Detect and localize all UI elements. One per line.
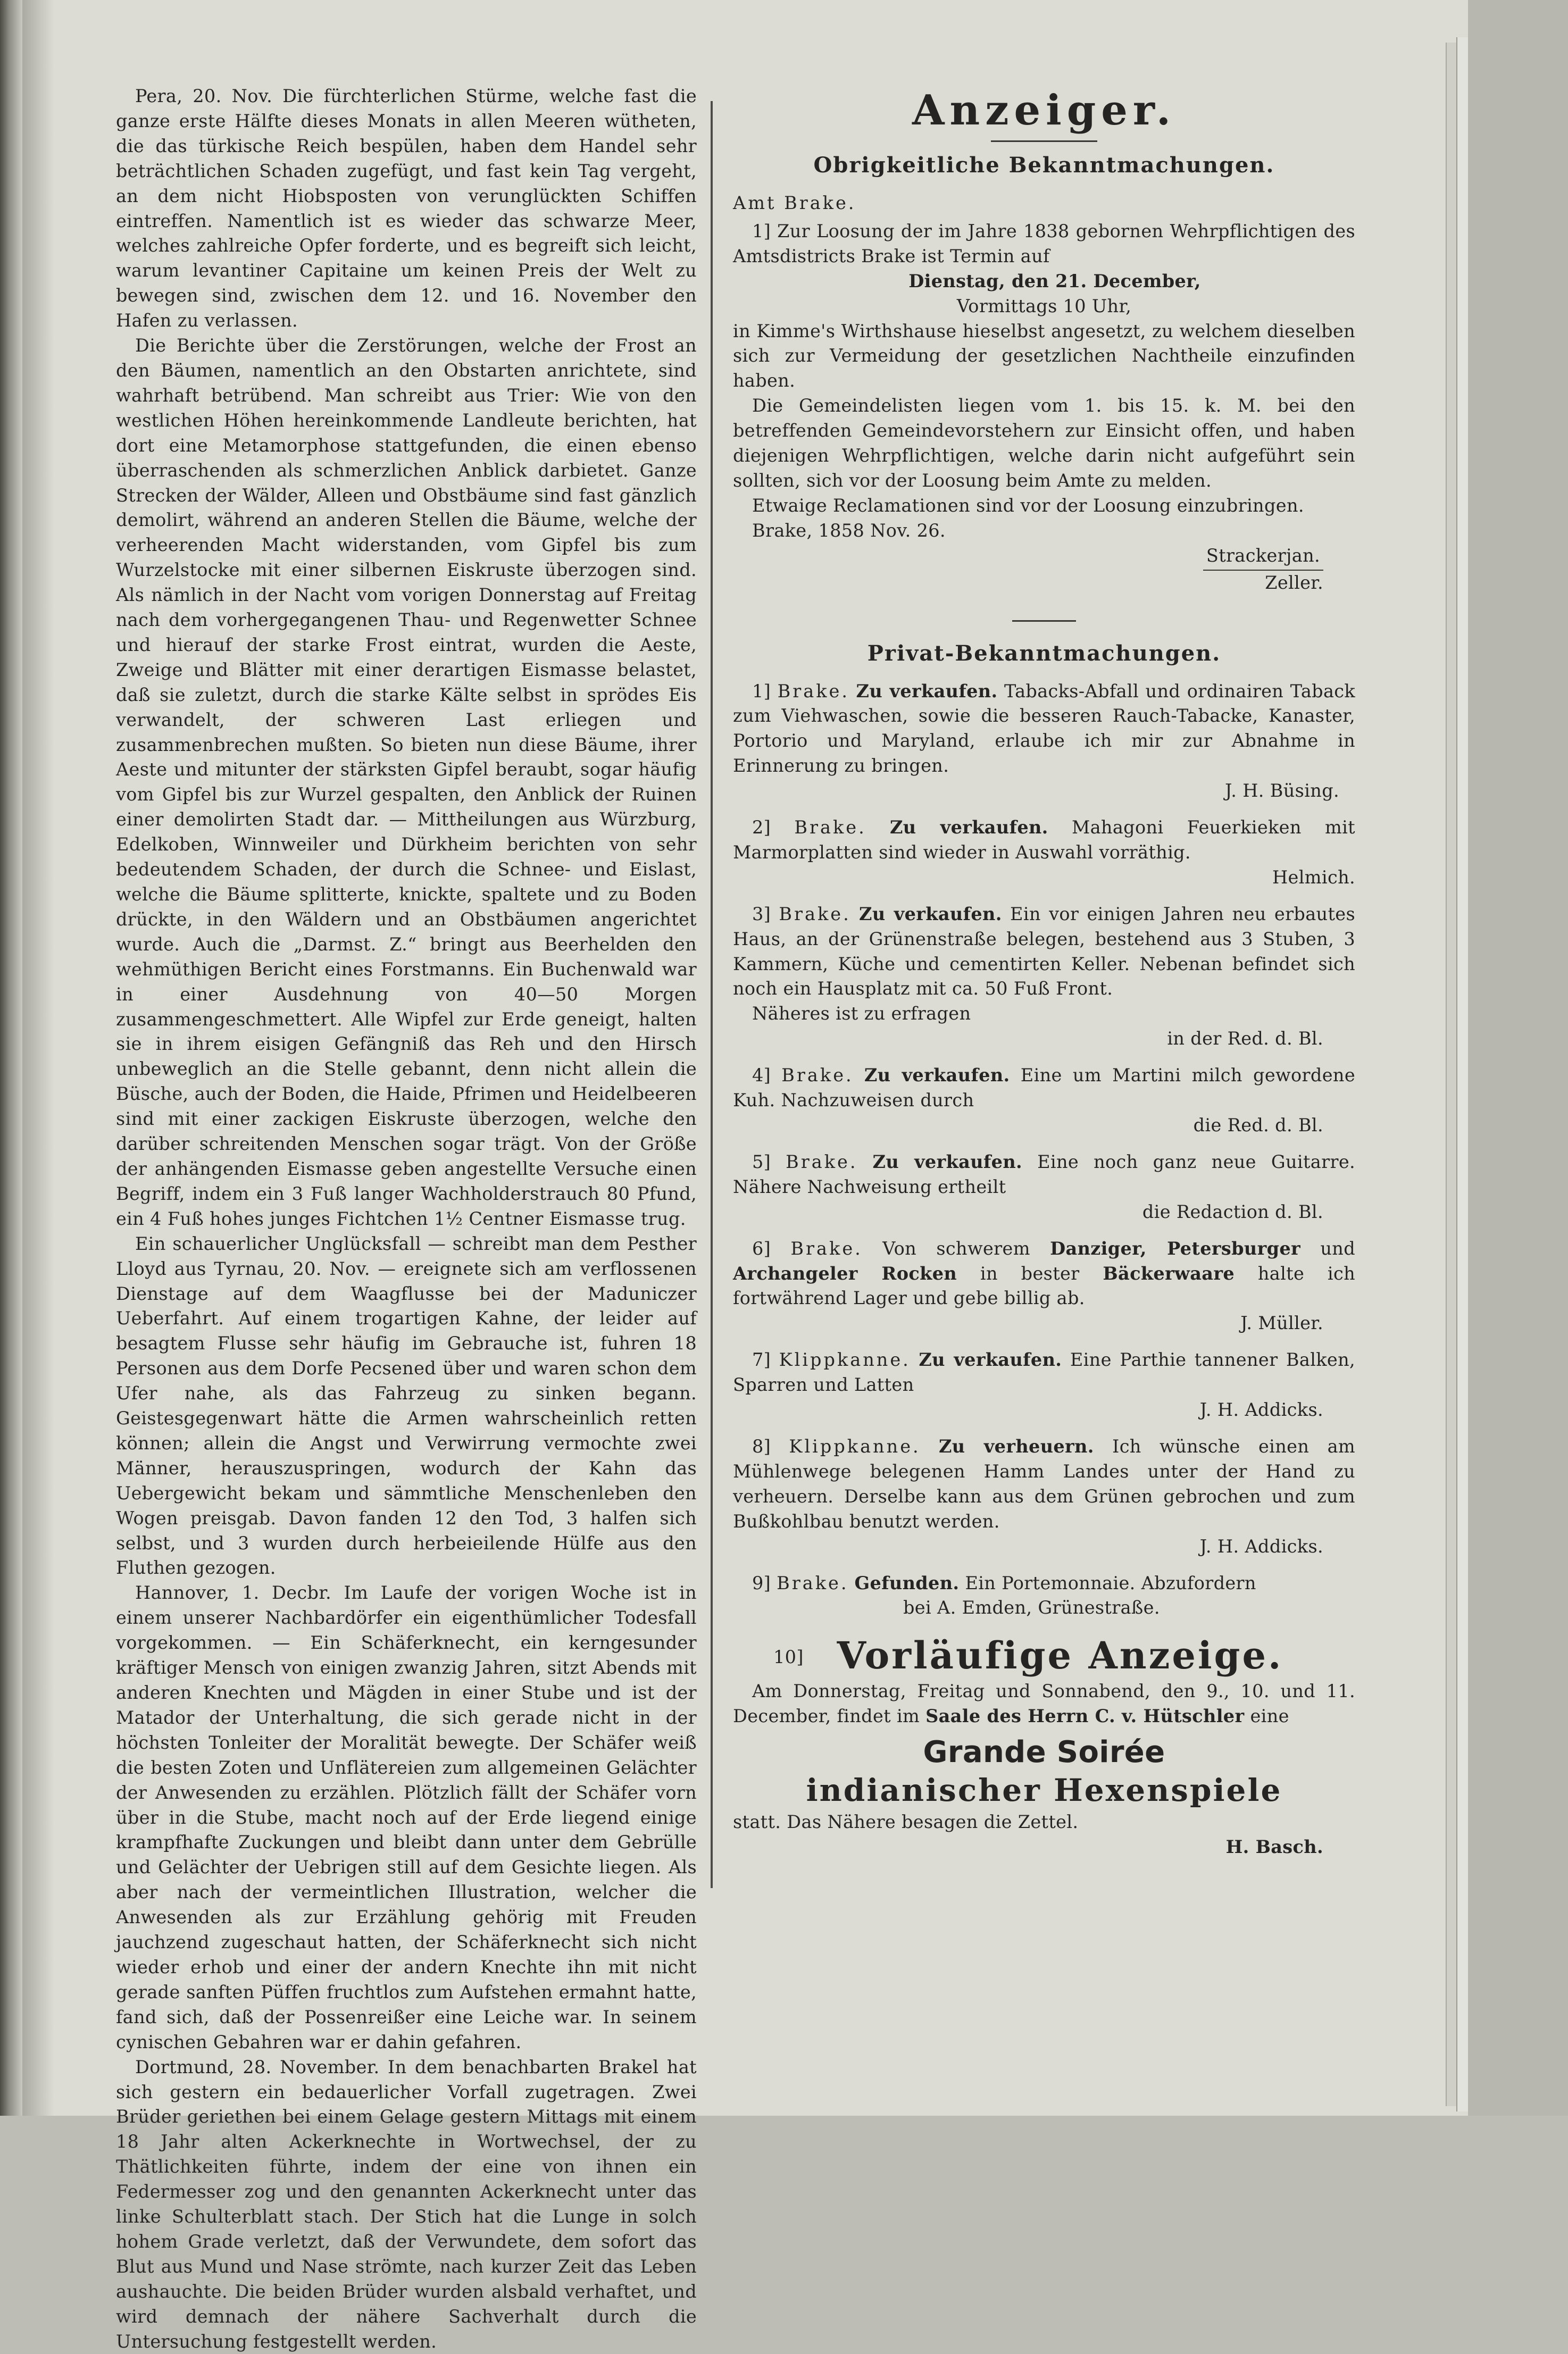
ad-heading: Gefunden. (854, 1572, 960, 1593)
ad-number: 1] (752, 680, 771, 702)
ad-item (733, 1237, 1355, 1312)
signature-name: Strackerjan. (1203, 544, 1323, 571)
ad-heading: Zu verkaufen. (919, 1349, 1062, 1371)
ad-text-part: Am Donnerstag, Freitag und Sonnabend, den 9., 10. und 11. December, findet im (733, 1681, 1355, 1727)
ad-signature: Helmich. (1272, 866, 1355, 888)
ad-place: Brake. (777, 680, 849, 702)
ad-text: Ein Portemonnaie. Abzufordern (965, 1572, 1256, 1593)
ad-heading: Zu verkaufen. (872, 1151, 1023, 1172)
signature (733, 544, 1355, 571)
notice-place-date: Brake, 1858 Nov. 26. (752, 520, 946, 541)
ad-item (733, 1348, 1355, 1398)
ad-heading: Zu verkaufen. (856, 680, 998, 702)
notice-text: 1] Zur Loosung der im Jahre 1838 gebornen Wehrpflichtigen des Amtsdistricts Brake ist Termin auf (733, 220, 1355, 266)
ad-text: Eine um Martini milch gewordene Kuh. Nachzuweisen durch (733, 1065, 1355, 1111)
ad-number: 6] (752, 1238, 771, 1259)
ad-extra: Näheres ist zu erfragen (752, 1003, 971, 1024)
ad-heading: Zu verheuern. (939, 1435, 1094, 1457)
ad-text: Von schwerem (882, 1238, 1030, 1259)
news-item-frost: Die Berichte über die Zerstörungen, welche der Frost an den Bäumen, namentlich an den Obstarten anrichtete, sind wahrhaft betrübend. Man schreibt aus Trier: Wie von den westlichen Höhen hereinkommende Landleute berichten, hat dort eine Metamorphose stattgefunden, die einen ebenso überraschenden als schmerzlichen Anblick darbietet. Ganze Strecken der Wälder, Alleen und Obstbäume sind fast gänzlich demolirt, während an anderen Stellen die Bäume, welche der verheerenden Macht widerstanden, vom Gipfel bis zum Wurzelstocke mit einer silbernen Eiskruste überzogen sind. Als nämlich in der Nacht vom vorigen Donnerstag auf Freitag nach dem vorhergegangenen Thau- und Regenwetter Schnee und hierauf der starke Frost eintrat, wurden die Aeste, Zweige und Blätter mit einer derartigen Eismasse belastet, daß sie zuletzt, durch die starke Kälte selbst in sprödes Eis verwandelt, der schweren Last erliegen und zusammenbrechen mußten. So bieten nun diese Bäume, ihrer Aeste und mitunter der stärksten Gipfel beraubt, sogar häufig vom Gipfel bis zur Wurzel gespalten, den Anblick der Ruinen einer demolirten Stadt dar. — Mittheilungen aus Würzburg, Edelkoben, Winnweiler und Dürkheim berichten von sehr bedeutendem Schaden, der durch die Schnee- und Eislast, welche die Bäume splitterte, knickte, spaltete und zu Boden drückte, in den Wäldern und an Obstbäumen angerichtet wurde. Auch die „Darmst. Z.“ bringt aus Beerhelden den wehmüthigen Bericht eines Forstmanns. Ein Buchenwald war in einer Ausdehnung von 40—50 Morgen zusammengeschmettert. Alle Wipfel zur Erde geneigt, halten sie in ihrem eisigen Gefängniß das Reh und den Hirsch unbeweglich an die Stelle gebannt, denn nicht allein die Büsche, auch der Boden, die Haide, Pfrimen und Heidelbeeren sind mit einer zackigen Eiskruste überzogen, welche den darüber schreitenden Menschen sogar trägt. Von der Größe der anhängenden Eismasse geben angestellte Versuche einen Begriff, indem ein 3 Fuß langer Wachholderstrauch 80 Pfund, ein 4 Fuß hohes junges Fichtchen 1½ Centner Eismasse trug. (116, 335, 697, 1229)
gutter-shadow (22, 0, 54, 2116)
ad-signature: J. H. Addicks. (1199, 1535, 1323, 1557)
column-separator (711, 101, 713, 1888)
ad-text (733, 1679, 1355, 1729)
notice-time: Vormittags 10 Uhr, (956, 295, 1132, 316)
ad-text: statt. Das Nähere besagen die Zettel. (733, 1812, 1079, 1833)
page-edge (1456, 37, 1469, 2111)
ad-number: 8] (752, 1435, 771, 1457)
notice-text: Etwaige Reclamationen sind vor der Loosung einzubringen. (752, 495, 1304, 516)
ad-item (733, 815, 1355, 865)
event-subtitle: indianischer Hexenspiele (806, 1772, 1282, 1809)
ad-signature: J. Müller. (1240, 1313, 1323, 1334)
ad-item-soiree (733, 1632, 1355, 1679)
ad-text: Mahagoni Feuerkieken mit Marmorplatten sind wieder in Auswahl vorräthig. (733, 817, 1355, 863)
section-header: Anzeiger. (912, 86, 1177, 135)
official-notices-title: Obrigkeitliche Bekanntmachungen. (813, 153, 1275, 178)
ad-text: Ich wünsche einen am Mühlenwege belegenen Hamm Landes unter der Hand zu verheuern. Derselbe kann aus dem Grünen gebrochen und zum Bußkohlbau benutzt werden. (733, 1435, 1356, 1532)
ad-signature: die Redaction d. Bl. (1142, 1201, 1323, 1222)
ad-item (733, 1571, 1355, 1596)
news-item-pera: Pera, 20. Nov. Die fürchterlichen Stürme, welche fast die ganze erste Hälfte dieses Monats in allen Meeren wütheten, die das türkische Reich bespülen, haben dem Handel sehr beträchtlichen Schaden zugefügt, und fast kein Tag vergeht, an dem nicht Hiobsposten von verunglückten Schiffen eintreffen. Namentlich ist es wieder das schwarze Meer, welches zahlreiche Opfer forderte, und es begreift sich leicht, warum levantiner Capitaine um keinen Preis der Welt zu bewegen sind, zwischen dem 12. und 16. November den Hafen zu verlassen. (116, 86, 697, 331)
ad-highlight: Archangeler Rocken (733, 1263, 957, 1284)
notice-date-line: Dienstag, den 21. December, (908, 270, 1201, 291)
ad-place: Brake. (790, 1238, 863, 1259)
binding-gutter (0, 0, 22, 2116)
ad-heading: Zu verkaufen. (889, 817, 1048, 838)
ad-signature: in der Red. d. Bl. (1167, 1028, 1323, 1049)
ad-place: Klippkanne. (779, 1349, 911, 1371)
ad-number: 9] (752, 1572, 771, 1593)
ad-number: 3] (752, 903, 771, 924)
ad-number: 4] (752, 1065, 771, 1086)
ad-place: Brake. (779, 903, 851, 924)
page-edge (1446, 43, 1457, 2106)
notice-text: Die Gemeindelisten liegen vom 1. bis 15. k. M. bei den betreffenden Gemeindevorstehern zur Einsicht offen, und haben diejenigen Wehrpflichtigen, welche darin nicht aufgeführt sein sollten, sich vor der Loosung beim Amte zu melden. (733, 395, 1355, 491)
book-cover-edge (1468, 0, 1568, 2116)
ad-text: Eine noch ganz neue Guitarre. Nähere Nachweisung ertheilt (733, 1151, 1356, 1197)
authority: Amt Brake. (733, 193, 856, 213)
ad-number: 7] (752, 1349, 771, 1371)
ad-number: 2] (752, 817, 771, 838)
ad-place: Klippkanne. (789, 1435, 921, 1457)
news-item-hannover: Hannover, 1. Decbr. Im Laufe der vorigen Woche ist in einem unserer Nachbardörfer ein eigenthümlicher Todesfall vorgekommen. — Ein Schäferknecht, ein kerngesunder kräftiger Mensch von einigen zwanzig Jahren, sitzt Abends mit anderen Knechten und Mägden in einer Stube und ist der Matador der Unterhaltung, die sich gerade nicht in der höchsten Tonleiter der Moralität bewegte. Der Schäfer weiß die besten Zoten und Unflätereien zum allgemeinen Gelächter der Anwesenden zu erzählen. Plötzlich fällt der Schäfer vorn über in die Stube, macht noch auf der Erde liegend einige krampfhafte Zuckungen und bleibt dann unter dem Gebrülle und Gelächter der Uebrigen still auf dem Gesichte liegen. Als aber nach der vermeintlichen Illustration, welcher die Anwesenden als zur Erzählung gehörig mit Freuden jauchzend zugeschaut hatten, der Schäferknecht sich nicht wieder erhob und einer der andern Knechte ihn mit nicht gerade sanften Püffen fruchtlos zum Aufstehen ermahnt hatte, fand sich, daß der Possenreißer eine Leiche war. In seinem cynischen Gebahren war er dahin gefahren. (116, 1582, 697, 2052)
ad-title: Vorläufige Anzeige. (837, 1633, 1283, 1678)
ad-signature: J. H. Addicks. (1199, 1399, 1323, 1421)
ad-text: Ein vor einigen Jahren neu erbautes Haus, an der Grünenstraße belegen, bestehend aus 3 Stuben, 3 Kammern, Küche und cementirten Keller. Nebenan befindet sich noch ein Hausplatz mit ca. 50 Fuß Front. (733, 903, 1356, 999)
ad-text-part: eine (1250, 1706, 1289, 1727)
ad-text: Tabacks-Abfall und ordinairen Taback zum Viehwaschen, sowie die besseren Rauch-Tabacke, Kanaster, Portorio und Maryland, erlaube ich mir zur Abnahme in Erinnerung zu bringen. (733, 680, 1356, 777)
header-rule (991, 140, 1097, 142)
news-item-dortmund: Dortmund, 28. November. In dem benachbarten Brakel hat sich gestern ein bedauerlicher Vorfall zugetragen. Zwei Brüder geriethen bei einem Gelage gestern Mittags mit einem 18 Jahr alten Ackerknechte in Wortwechsel, der zu Thätlichkeiten führte, indem der eine von ihnen ein Federmesser zog und den genannten Ackerknecht unter das linke Schulterblatt stach. Der Stich hat die Lunge in solch hohem Grade verletzt, daß der Verwundete, dem sofort das Blut aus Mund und Nase strömte, nach kurzer Zeit das Leben aushauchte. Die beiden Brüder wurden alsbald verhaftet, und wird demnach der nähere Sachverhalt durch die Untersuchung festgestellt werden. (116, 2056, 697, 2352)
news-item-tyrnau: Ein schauerlicher Unglücksfall — schreibt man dem Pesther Lloyd aus Tyrnau, 20. Nov. — ereignete sich am verflossenen Dienstage auf dem Waagflusse bei der Maduniczer Ueberfahrt. Auf einem trogartigen Kahne, der leider auf besagtem Flusse sehr häufig im Gebrauche ist, fuhren 18 Personen aus dem Dorfe Pecsened über und waren schon dem Ufer nahe, als das Fahrzeug zu sinken begann. Geistesgegenwart hätte die Armen wahrscheinlich retten können; allein die Angst und Verwirrung vermochte zwei Männer, herauszuspringen, wodurch der Kahn das Uebergewicht bekam und sämmtliche Menschenleben den Wogen preisgab. Davon fanden 12 den Tod, 3 halfen sich selbst, und 3 wurden durch herbeieilende Hülfe aus den Fluthen gezogen. (116, 1233, 697, 1579)
ad-item (733, 902, 1355, 1002)
ad-item (733, 1063, 1355, 1113)
ad-item (733, 679, 1355, 779)
private-notices-title: Privat-Bekanntmachungen. (867, 640, 1221, 666)
ad-signature: J. H. Büsing. (1225, 780, 1339, 802)
ad-text: und (1320, 1238, 1356, 1259)
advertisement-column (733, 84, 1355, 1860)
ad-signature: die Red. d. Bl. (1193, 1115, 1323, 1136)
ad-highlight: Bäckerwaare (1103, 1263, 1235, 1284)
ad-heading: Zu verkaufen. (859, 903, 1002, 924)
notice-text: in Kimme's Wirthshause hieselbst angesetzt, zu welchem dieselben sich zur Vermeidung der gesetzlichen Nachtheile einzufinden haben. (733, 320, 1355, 391)
ad-text: Eine Parthie tannener Balken, Sparren und Latten (733, 1349, 1356, 1396)
ad-text: halte ich fortwährend Lager und gebe billig ab. (733, 1263, 1356, 1309)
ad-number: 10] (773, 1647, 804, 1668)
ad-highlight: Danziger, Petersburger (1050, 1238, 1301, 1259)
ad-signature: H. Basch. (1225, 1837, 1323, 1858)
ad-highlight: Saale des Herrn C. v. Hütschler (925, 1706, 1245, 1727)
news-column (116, 84, 697, 2354)
ad-place: Brake. (786, 1151, 858, 1172)
ad-extra: bei A. Emden, Grünestraße. (903, 1597, 1160, 1618)
ad-place: Brake. (781, 1065, 854, 1086)
signature: Zeller. (1265, 572, 1323, 593)
ad-place: Brake. (794, 817, 866, 838)
ad-item (733, 1150, 1355, 1200)
ad-item (733, 1434, 1355, 1534)
ad-heading: Zu verkaufen. (864, 1065, 1010, 1086)
divider-rule (1012, 620, 1076, 622)
event-title: Grande Soirée (923, 1735, 1165, 1770)
notice-date (733, 269, 1355, 294)
ad-text: in bester (980, 1263, 1080, 1284)
ad-place: Brake. (777, 1572, 849, 1593)
ad-number: 5] (752, 1151, 771, 1172)
